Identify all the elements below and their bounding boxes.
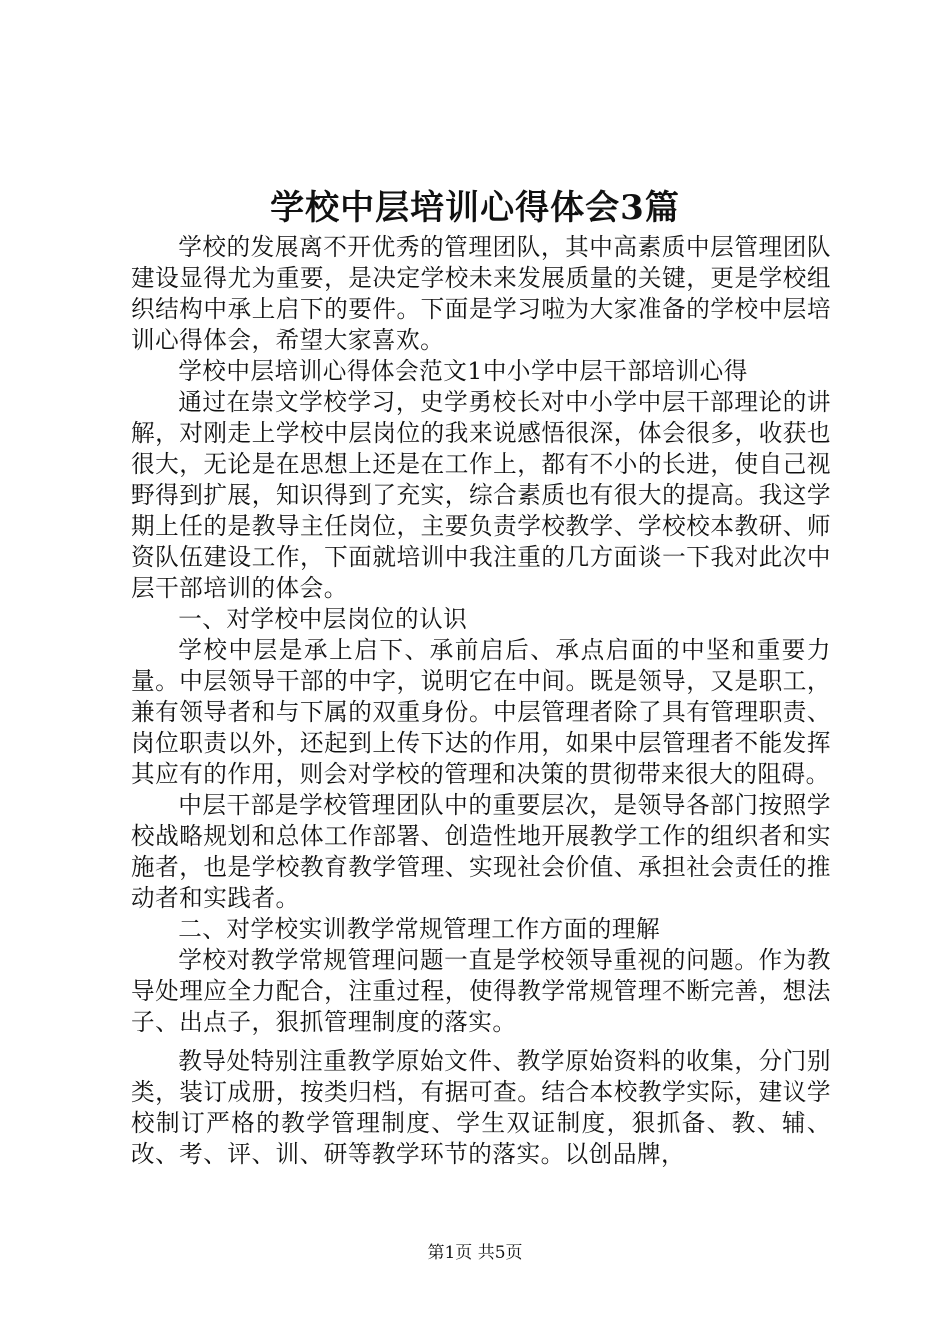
section-heading-2: 二、对学校实训教学常规管理工作方面的理解	[178, 915, 661, 943]
page-footer: 第1页 共5页	[427, 1243, 523, 1263]
paragraph-body: 教导处特别注重教学原始文件、教学原始资料的收集，分门别类，装订成册，按类归档，有据可查。结合本校教学实际，建议学校制订严格的教学管理制度、学生双证制度，狠抓备、教、辅、改、考、评、训、研等教学环节的落实。以创品牌，	[131, 1047, 831, 1168]
paragraph-body: 学校对教学常规管理问题一直是学校领导重视的问题。作为教导处理应全力配合，注重过程，使得教学常规管理不断完善，想法子、出点子，狠抓管理制度的落实。	[131, 946, 831, 1036]
paragraph-subheading-essay-1: 学校中层培训心得体会范文1中小学中层干部培训心得	[178, 357, 748, 385]
paragraph-intro: 学校的发展离不开优秀的管理团队，其中高素质中层管理团队建设显得尤为重要，是决定学校未来发展质量的关键，更是学校组织结构中承上启下的要件。下面是学习啦为大家准备的学校中层培训心得体会，希望大家喜欢。	[131, 233, 831, 354]
paragraph-body: 通过在崇文学校学习，史学勇校长对中小学中层干部理论的讲解，对刚走上学校中层岗位的我来说感悟很深，体会很多，收获也很大，无论是在思想上还是在工作上，都有不小的长进，使自己视野得到扩展，知识得到了充实，综合素质也有很大的提高。我这学期上任的是教导主任岗位，主要负责学校教学、学校校本教研、师资队伍建设工作，下面就培训中我注重的几方面谈一下我对此次中层干部培训的体会。	[131, 388, 831, 602]
paragraph-body: 中层干部是学校管理团队中的重要层次，是领导各部门按照学校战略规划和总体工作部署、创造性地开展教学工作的组织者和实施者，也是学校教育教学管理、实现社会价值、承担社会责任的推动者和实践者。	[131, 791, 831, 912]
document-title: 学校中层培训心得体会3篇	[270, 188, 680, 228]
section-heading-1: 一、对学校中层岗位的认识	[178, 605, 468, 633]
paragraph-body: 学校中层是承上启下、承前启后、承点启面的中坚和重要力量。中层领导干部的中字，说明它在中间。既是领导，又是职工，兼有领导者和与下属的双重身份。中层管理者除了具有管理职责、岗位职责以外，还起到上传下达的作用，如果中层管理者不能发挥其应有的作用，则会对学校的管理和决策的贯彻带来很大的阻碍。	[131, 636, 831, 788]
document-body	[131, 232, 831, 1170]
